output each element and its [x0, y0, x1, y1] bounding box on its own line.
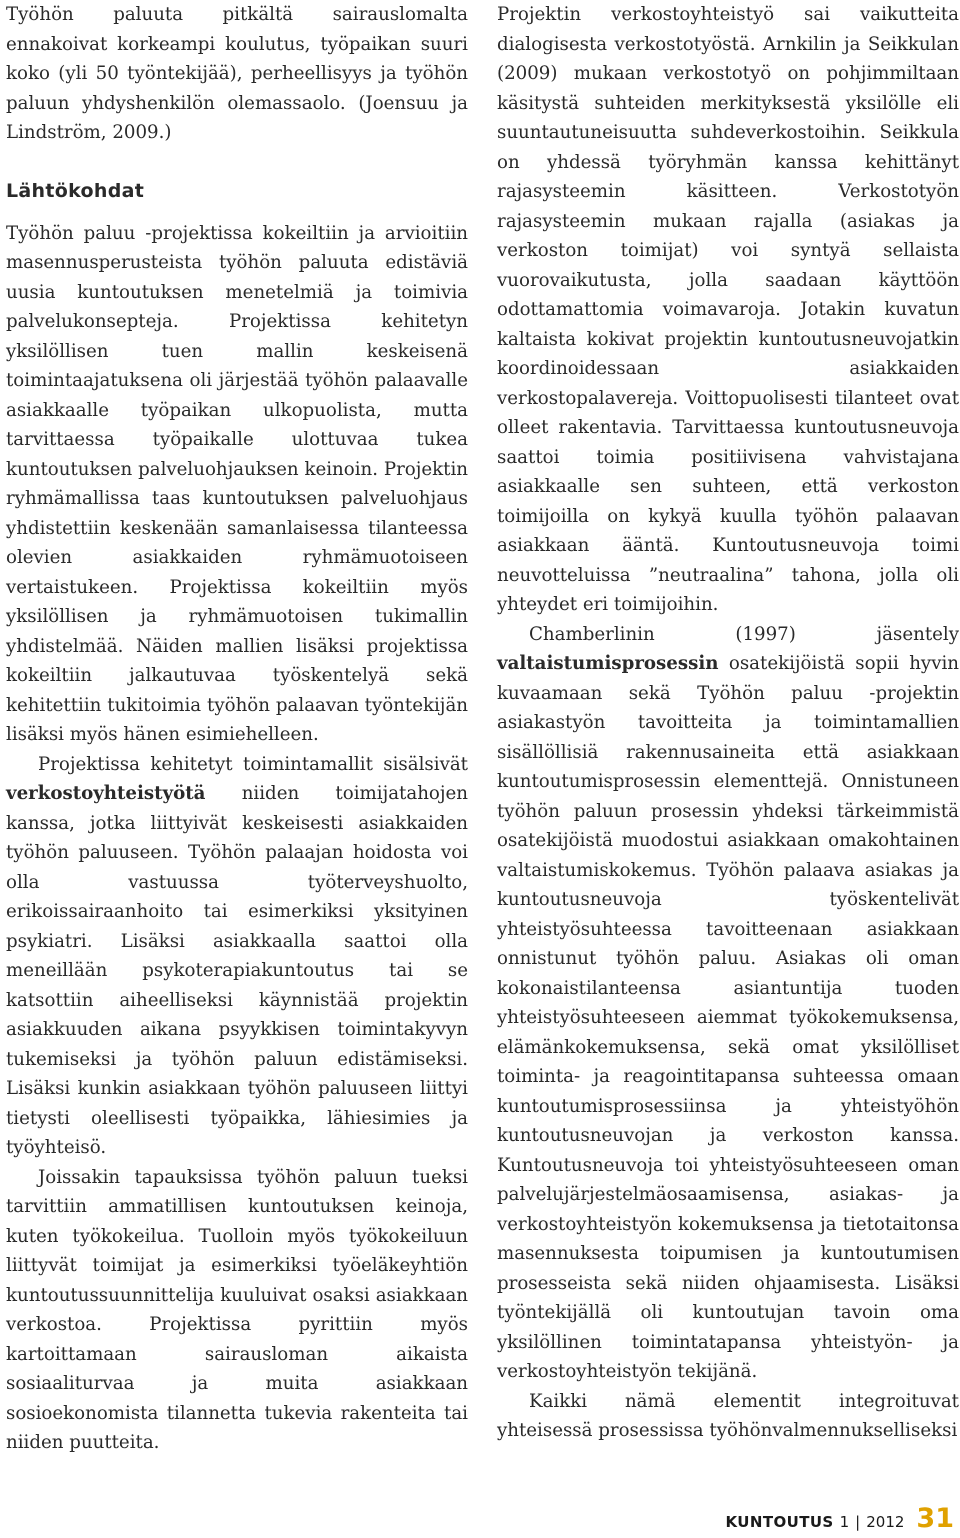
issue-year: 2012 [866, 1513, 905, 1531]
right-column [497, 0, 959, 1446]
paragraph-text: Projektissa kehitetyt toimintamallit sisälsivät [38, 753, 468, 775]
paragraph-verkostoyhteistyo [6, 750, 468, 1163]
footer-separator: | [855, 1513, 861, 1531]
issue-number: 1 [839, 1513, 850, 1531]
page-number: 31 [916, 1503, 954, 1534]
paragraph-dialoginen: Projektin verkostoyhteistyö sai vaikutteita dialogisesta verkostotyöstä. Arnkilin ja Seikkulan (2009) mukaan verkostotyö on pohjimmiltaan käsitystä suhteiden merkityksestä yksilölle eli suuntautuneisuutta suhdeverkostoihin. Seikkula on yhdessä työryhmän kanssa kehittänyt rajasysteemin käsitteen. Verkostotyön rajasysteemin mukaan rajalla (asiakas ja verkoston toimijat) voi syntyä sellaista vuorovaikutusta, jolla saadaan käyttöön odottamattomia voimavaroja. Jotakin kuvatun kaltaista kokivat projektin kuntoutusneuvojatkin koordinoidessaan asiakkaiden verkostopalavereja. Voittopuolisesti tilanteet ovat olleet rakentavia. Tarvittaessa kuntoutusneuvoja saattoi toimia positiivisena vahvistajana asiakkaalle sen suhteen, että verkoston toimijoilla on kykyä kuulla työhön palaavan asiakkaan ääntä. Kuntoutusneuvoja toimi neuvotteluissa ”neutraalina” tahona, jolla oli yhteydet eri toimijoihin. [497, 4, 959, 615]
page-footer [726, 1503, 954, 1534]
emphasis-term: valtaistumisprosessin [497, 653, 719, 674]
paragraph-text: Chamberlinin (1997) jäsentely [529, 623, 959, 645]
paragraph-chamberlin [497, 620, 959, 1387]
section-heading: Lähtökohdat [6, 180, 145, 202]
magazine-name: KUNTOUTUS [725, 1513, 834, 1531]
paragraph-intro: Työhön paluuta pitkältä sairauslomalta ennakoivat korkeampi koulutus, työpaikan suuri koko (yli 50 työntekijää), perheellisyys ja työhön paluun yhdyshenkilön olemassaolo. (Joensuu ja Lindström, 2009.) [6, 4, 468, 143]
emphasis-term: verkostoyhteistyötä [6, 783, 206, 804]
paragraph-text: osatekijöistä sopii hyvin kuvaamaan sekä Työhön paluu -projektin asiakastyön tavoitteita ja toimintamallien sisällöllisiä rakennusaineita että asiakkaan kuntoutumisprosessin elementtejä. Onnistuneen työhön paluun prosessin yhdeksi tärkeimmistä osatekijöistä muodostui asiakkaan omakohtainen valtaistumiskokemus. Työhön palaava asiakas ja kuntoutusneuvoja työskentelivät yhteistyösuhteessa tavoitteenaan asiakkaan onnistunut työhön paluu. Asiakas oli oman kokonaistilanteensa asiantuntija tuoden yhteistyösuhteeseen aiemmat työkokemuksensa, elämänkokemuksensa, sekä omat yksilölliset toiminta- ja reagointitapansa suhteessa omaan kuntoutumisprosessiinsa ja yhteistyöhön kuntoutusneuvojan ja verkoston kanssa. Kuntoutusneuvoja toi yhteistyösuhteeseen oman palvelujärjestelmäosaamisensa, asiakas- ja verkostoyhteistyön kokemuksensa ja tietotaitonsa masennuksesta toipumisen ja kuntoutumisen prosesseista sekä niiden ohjaamisesta. Lisäksi työntekijällä oli kuntoutujan tavoin oma yksilöllinen toimintatapansa yhteistyön- ja verkostoyhteistyön tekijänä. [497, 653, 959, 1382]
left-column [6, 0, 468, 1458]
paragraph-joissakin: Joissakin tapauksissa työhön paluun tueksi tarvittiin ammatillisen kuntoutuksen keinoja, kuten työkokeilua. Tuolloin myös työkokeiluun liittyvät toimijat ja esimerkiksi työeläkeyhtiön kuntoutussuunnittelija kuuluivat osaksi asiakkaan verkostoa. Projektissa pyrittiin myös kartoittamaan sairausloman aikaista sosiaaliturvaa ja muita asiakkaan sosioekonomista tilannetta tukevia rakenteita tai niiden puutteita. [6, 1166, 468, 1453]
paragraph-lahtokohdat: Työhön paluu -projektissa kokeiltiin ja arvioitiin masennusperusteista työhön paluuta edistäviä uusia kuntoutuksen menetelmiä ja toimivia palvelukonsepteja. Projektissa kehitetyn yksilöllisen tuen mallin keskeisenä toimintaajatuksena oli järjestää työhön palaavalle asiakkaalle työpaikan ulkopuolista, mutta tarvittaessa työpaikalle ulottuvaa tukea kuntoutuksen palveluohjauksen keinoin. Projektin ryhmämallissa taas kuntoutuksen palveluohjaus yhdistettiin keskenään samanlaisessa tilanteessa olevien asiakkaiden ryhmämuotoiseen vertaistukeen. Projektissa kokeiltiin myös yksilöllisen ja ryhmämuotoisen tukimallin yhdistelmää. Näiden mallien lisäksi projektissa kokeiltiin jalkautuvaa työskentelyä sekä kehitettiin tukitoimia työhön palaavan työntekijän lisäksi myös hänen esimiehelleen. [6, 222, 468, 745]
paragraph-text: niiden toimijatahojen kanssa, jotka liittyivät keskeisesti asiakkaiden työhön paluuseen. Työhön palaajan hoidosta voi olla vastuussa työterveyshuolto, erikoissairaanhoito tai esimerkiksi yksityinen psykiatri. Lisäksi asiakkaalla saattoi olla meneillään psykoterapiakuntoutus tai se katsottiin aiheelliseksi käynnistää projektin asiakkuuden aikana psyykkisen toimintakyvyn tukemiseksi ja työhön paluun edistämiseksi. Lisäksi kunkin asiakkaan työhön paluuseen liittyi tietysti oleellisesti työpaikka, lähiesimies ja työyhteisö. [6, 783, 468, 1158]
paragraph-kaikki: Kaikki nämä elementit integroituvat yhteisessä prosessissa työhönvalmennukselliseksi [497, 1390, 959, 1441]
